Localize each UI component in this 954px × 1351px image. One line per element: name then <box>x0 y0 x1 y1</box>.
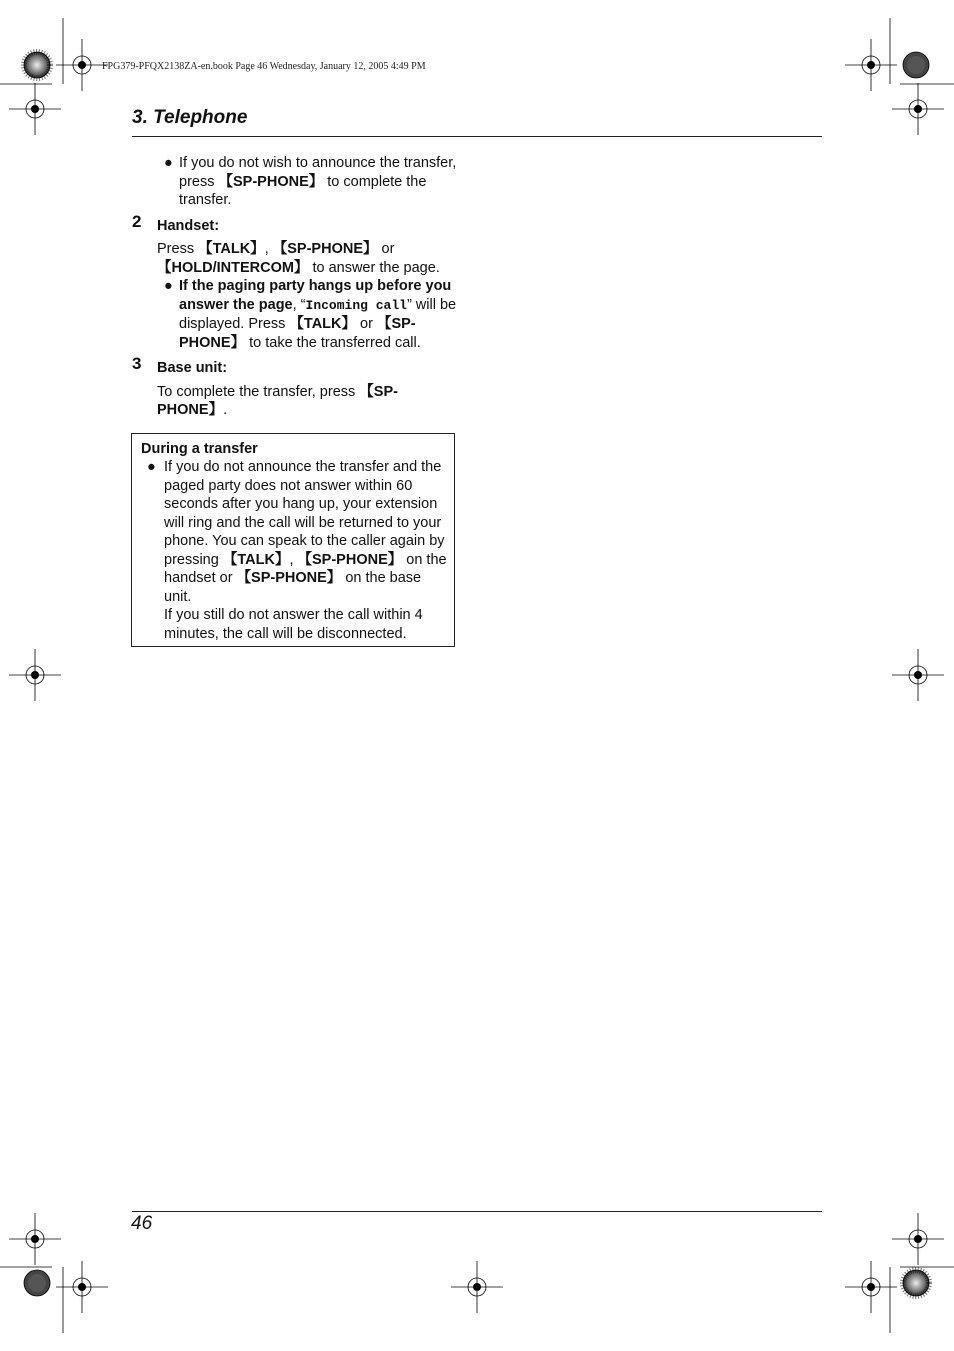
talk-key: 【TALK】 <box>198 241 265 257</box>
step-number: 2 <box>132 211 142 231</box>
step-number: 3 <box>132 354 142 373</box>
hold-intercom-key: 【HOLD/INTERCOM】 <box>157 259 309 276</box>
footer-rule <box>132 1211 822 1212</box>
step-title: Handset: <box>157 217 220 234</box>
sp-phone-key: 【SP-PHONE】 <box>272 241 378 257</box>
sp-phone-key: 【SP-PHONE】 <box>297 551 403 568</box>
sp-phone-key: 【SP-PHONE】 <box>236 570 342 586</box>
bullet-dot: ● <box>164 278 173 294</box>
sp-phone-key: 【SP-PHONE】 <box>179 316 416 351</box>
main-column <box>132 154 458 420</box>
bullet-dot: ● <box>147 459 156 475</box>
box-title: During a transfer <box>141 441 258 457</box>
step-text: Press 【TALK】, 【SP-PHONE】 or 【HOLD/INTERCOM】 to answer the page. <box>157 241 440 276</box>
talk-key: 【TALK】 <box>222 551 290 568</box>
file-info-header: FPG379-PFQX2138ZA-en.book Page 46 Wednesday, January 12, 2005 4:49 PM <box>102 61 426 72</box>
talk-key: 【TALK】 <box>289 316 357 332</box>
page-number: 46 <box>131 1213 153 1234</box>
box-body: If you do not announce the transfer and the paged party does not answer within 60 seconds after you hang up, your extension will ring and the call will be returned to your phone. You can speak to the caller again by pressing 【TALK】, 【SP-PHONE】 on the handset or 【SP-PHONE】 on the base unit. If you still do not answer the call within 4 minutes, the call will be disconnected. <box>164 459 447 642</box>
bullet-dot: ● <box>164 155 173 171</box>
sp-phone-key: 【SP-PHONE】 <box>218 173 324 190</box>
step-2-bullet: ● If the paging party hangs up before you answer the page, “Incoming call” will be displayed. Press 【TALK】 or 【SP-PHONE】 to take the transferred call. <box>164 278 457 351</box>
step-2 <box>132 211 458 353</box>
display-text: Incoming call <box>305 297 407 313</box>
transfer-note-box <box>131 433 455 647</box>
step-3 <box>132 354 458 420</box>
section-title: 3. Telephone <box>132 107 248 128</box>
intro-bullet: ● If you do not wish to announce the transfer, press 【SP-PHONE】 to complete the transfer. <box>164 155 457 208</box>
header-rule <box>132 136 822 137</box>
sp-phone-key: 【SP-PHONE】 <box>157 383 398 418</box>
step-title: Base unit: <box>157 360 228 376</box>
step-text: To complete the transfer, press 【SP-PHONE】. <box>157 383 398 418</box>
